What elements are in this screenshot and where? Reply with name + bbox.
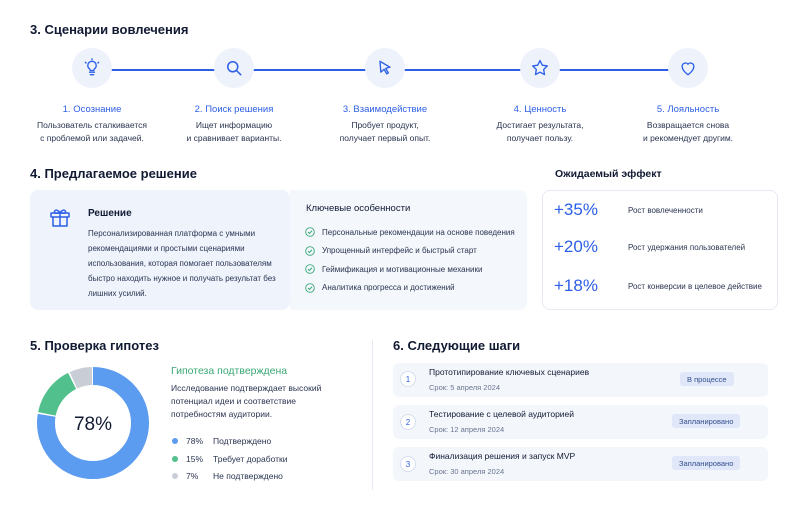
feature-item: [305, 279, 515, 298]
journey-step-desc: Пользователь сталкивается с проблемой или задачей.: [37, 120, 147, 143]
feature-label: Геймификация и мотивационные механики: [322, 264, 483, 274]
journey-step-awareness: [27, 48, 157, 144]
legend-item: [172, 436, 271, 446]
features-list: [305, 223, 515, 297]
check-circle-icon: [305, 283, 315, 293]
effect-row: [554, 200, 703, 220]
legend-item: [172, 471, 283, 481]
journey-step-title: 1. Осознание: [62, 104, 122, 115]
feature-label: Аналитика прогресса и достижений: [322, 283, 455, 293]
legend-label: Не подтверждено: [213, 471, 283, 481]
journey-step-value: [475, 48, 605, 144]
journey-step-desc: Пробует продукт, получает первый опыт.: [339, 120, 431, 143]
effect-value: +20%: [554, 237, 598, 256]
effect-title: Ожидаемый эффект: [555, 168, 662, 180]
journey-step-title: 3. Взаимодействие: [342, 104, 428, 115]
next-step-title: Финализация решения и запуск MVP: [429, 451, 576, 461]
legend-dot: [172, 473, 178, 479]
step-number: 1: [400, 371, 416, 387]
legend-dot: [172, 438, 178, 444]
step-number: 2: [400, 414, 416, 430]
check-circle-icon: [305, 246, 315, 256]
effect-value: +18%: [554, 276, 598, 295]
feature-item: [305, 260, 515, 279]
journey-section-title: 3. Сценарии вовлечения: [30, 22, 189, 37]
journey-step-desc: Возвращается снова и рекомендует другим.: [642, 120, 734, 143]
step-number: 3: [400, 456, 416, 472]
legend-pct: 15%: [186, 454, 204, 464]
feature-label: Упрощенный интерфейс и быстрый старт: [322, 246, 477, 256]
feature-item: [305, 242, 515, 261]
next-step-date: Срок: 30 апреля 2024: [429, 467, 505, 476]
legend-label: Подтверждено: [213, 436, 272, 446]
effect-label: Рост конверсии в целевое действие: [628, 281, 762, 291]
donut-center-value: 78%: [73, 414, 113, 435]
journey-step-loyalty: [623, 48, 753, 144]
legend-item: [172, 454, 288, 464]
journey-step-desc: Ищет информацию и сравнивает варианты.: [186, 120, 282, 143]
journey-step-interaction: [320, 48, 450, 144]
lightbulb-icon: [72, 48, 112, 88]
next-steps-section-title: 6. Следующие шаги: [393, 338, 521, 353]
solution-description: Персонализированная платформа с умными рекомендациями и простыми сценариями использования, которая помогает пользователям быстро находить нужное и получать результат без лишних усилий.: [88, 229, 276, 298]
status-badge: Запланировано: [672, 414, 740, 428]
journey-step-title: 4. Ценность: [513, 104, 567, 115]
section-divider: [372, 340, 373, 490]
check-circle-icon: [305, 227, 315, 237]
journey-step-search: [169, 48, 299, 144]
legend-dot: [172, 456, 178, 462]
search-icon: [214, 48, 254, 88]
star-icon: [520, 48, 560, 88]
effect-label: Рост удержания пользователей: [628, 242, 746, 252]
effect-value: +35%: [554, 200, 598, 219]
legend-pct: 78%: [186, 436, 204, 446]
next-step-date: Срок: 12 апреля 2024: [429, 425, 505, 434]
effect-row: [554, 237, 745, 257]
solution-section-title: 4. Предлагаемое решение: [30, 166, 197, 181]
next-step-date: Срок: 5 апреля 2024: [429, 383, 500, 392]
solution-card-title: Решение: [88, 208, 132, 219]
heart-icon: [668, 48, 708, 88]
next-step-title: Прототипирование ключевых сценариев: [429, 367, 590, 377]
hypothesis-donut-chart: [36, 366, 150, 480]
hypothesis-section-title: 5. Проверка гипотез: [30, 338, 159, 353]
status-badge: В процессе: [680, 372, 734, 386]
legend-pct: 7%: [186, 471, 199, 481]
effect-label: Рост вовлеченности: [628, 205, 703, 215]
feature-item: [305, 223, 515, 242]
hypothesis-status: Гипотеза подтверждена: [171, 365, 288, 377]
legend-label: Требует доработки: [213, 454, 288, 464]
cursor-icon: [365, 48, 405, 88]
features-title: Ключевые особенности: [306, 203, 411, 214]
status-badge: Запланировано: [672, 456, 740, 470]
journey-step-title: 5. Лояльность: [656, 104, 720, 115]
next-step-title: Тестирование с целевой аудиторией: [429, 409, 575, 419]
check-circle-icon: [305, 264, 315, 274]
journey-step-title: 2. Поиск решения: [194, 104, 274, 115]
feature-label: Персональные рекомендации на основе поведения: [322, 227, 515, 237]
journey-step-desc: Достигает результата, получает пользу.: [496, 120, 584, 143]
effect-row: [554, 276, 762, 296]
gift-icon: [48, 205, 72, 229]
hypothesis-description: Исследование подтверждает высокий потенциал идеи и соответствие потребностям аудитории.: [171, 383, 322, 419]
